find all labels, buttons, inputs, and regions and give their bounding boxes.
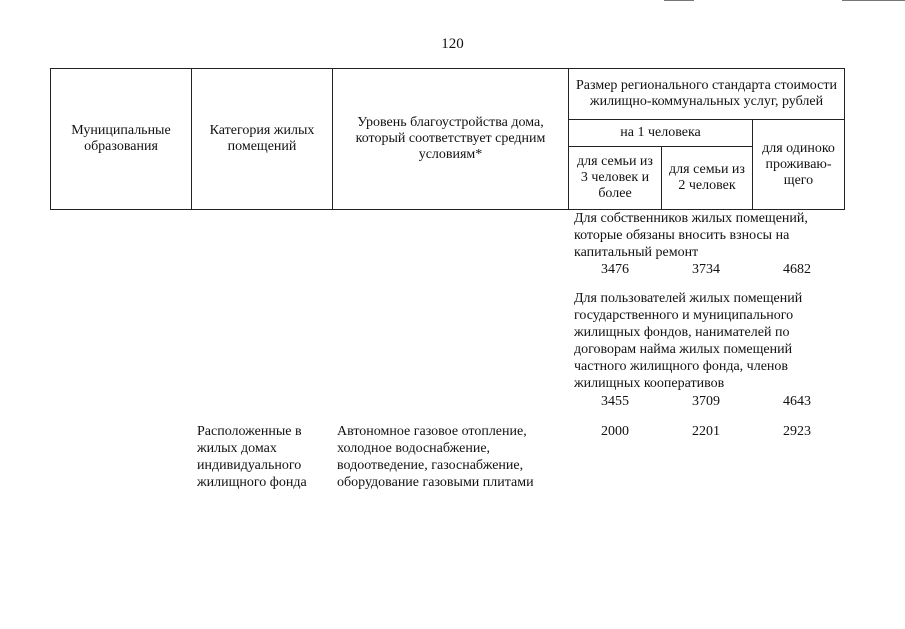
section-label-line: Для пользователей жилых помещений <box>574 291 803 306</box>
value-family3: 3455 <box>601 394 629 409</box>
header-standard: Размер регионального стандарта стоимости жилищно-коммунальных услуг, рублей <box>569 69 845 120</box>
header-per-person: на 1 человека <box>569 120 753 147</box>
section-label-line: Для собственников жилых помещений, <box>574 211 808 226</box>
category-line: Расположенные в <box>197 424 302 439</box>
scan-mark-top-right <box>842 0 905 1</box>
section-label-line: частного жилищного фонда, членов <box>574 359 789 374</box>
value-single: 2923 <box>783 424 811 439</box>
level-line: Автономное газовое отопление, <box>337 424 527 439</box>
header-family2: для семьи из 2 человек <box>662 147 753 210</box>
header-family3: для семьи из 3 человек и более <box>569 147 662 210</box>
section-label-line: договорам найма жилых помещений <box>574 342 793 357</box>
level-line: водоотведение, газоснабжение, <box>337 458 524 473</box>
scan-mark-top <box>664 0 694 1</box>
page-number: 120 <box>441 36 464 52</box>
category-line: индивидуального <box>197 458 302 473</box>
header-municipal: Муниципальные образования <box>51 69 192 210</box>
header-table <box>50 68 845 210</box>
value-family2: 2201 <box>692 424 720 439</box>
header-level: Уровень благоустройства дома, который соответствует средним условиям* <box>333 69 569 210</box>
value-family3: 3476 <box>601 262 629 277</box>
value-family3: 2000 <box>601 424 629 439</box>
section-label-line: капитальный ремонт <box>574 245 699 260</box>
header-single: для одиноко проживаю-щего <box>753 120 845 210</box>
value-single: 4643 <box>783 394 811 409</box>
section-label-line: которые обязаны вносить взносы на <box>574 228 790 243</box>
value-single: 4682 <box>783 262 811 277</box>
value-family2: 3734 <box>692 262 720 277</box>
section-label-line: жилищных кооперативов <box>574 376 725 391</box>
category-line: жилых домах <box>197 441 277 456</box>
level-line: холодное водоснабжение, <box>337 441 491 456</box>
value-family2: 3709 <box>692 394 720 409</box>
section-label-line: государственного и муниципального <box>574 308 794 323</box>
category-line: жилищного фонда <box>197 475 307 490</box>
section-label-line: жилищных фондов, нанимателей по <box>574 325 790 340</box>
level-line: оборудование газовыми плитами <box>337 475 534 490</box>
header-category: Категория жилых помещений <box>192 69 333 210</box>
